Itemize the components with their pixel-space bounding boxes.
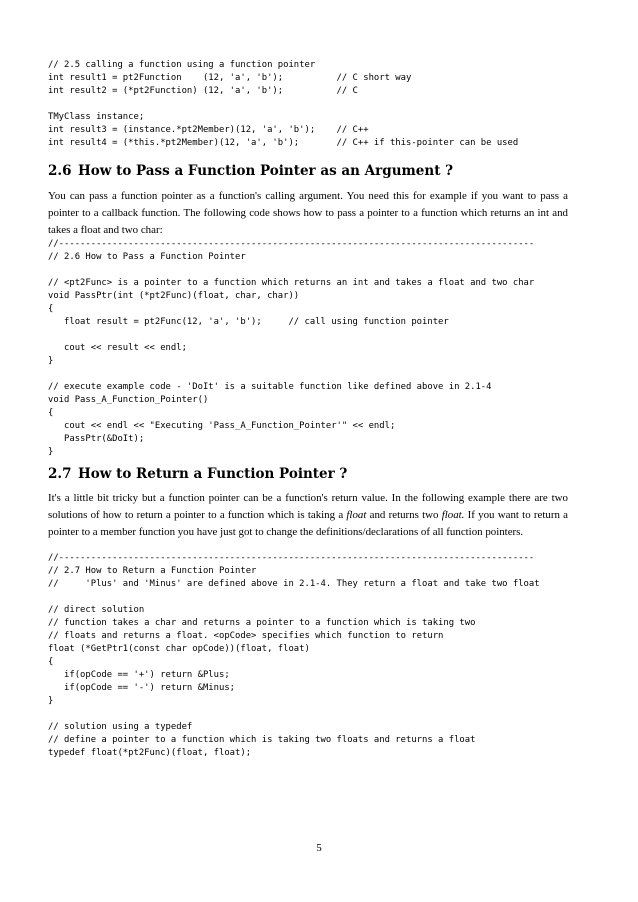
code-line: // solution using a typedef — [48, 722, 193, 732]
code-line: // floats and returns a float. <opCode> specifies which function to return — [48, 631, 444, 641]
code-line: PassPtr(&DoIt); — [48, 434, 145, 444]
code-line: int result2 = (*pt2Function) (12, 'a', 'b'); // C — [48, 86, 358, 96]
section-title: How to Return a Function Pointer ? — [78, 466, 348, 482]
code-line: // execute example code - 'DoIt' is a suitable function like defined above in 2.1-4 — [48, 382, 492, 392]
code-line: int result1 = pt2Function (12, 'a', 'b'); // C short way — [48, 73, 412, 83]
code-line — [48, 329, 534, 342]
code-line: float (*GetPtr1(const char opCode))(float, float) — [48, 644, 310, 654]
code-line — [48, 368, 534, 381]
code-line: cout << endl << "Executing 'Pass_A_Function_Pointer'" << endl; — [48, 421, 396, 431]
code-line: // 2.7 How to Return a Function Pointer — [48, 566, 257, 576]
code-line: int result4 = (*this.*pt2Member)(12, 'a', 'b'); // C++ if this-pointer can be used — [48, 138, 519, 148]
section-heading-2-6 — [48, 163, 453, 179]
code-line: { — [48, 304, 54, 314]
code-line: // direct solution — [48, 605, 145, 615]
code-line: } — [48, 447, 54, 457]
code-line: { — [48, 408, 54, 418]
section-heading-2-7 — [48, 466, 347, 482]
code-line: { — [48, 657, 54, 667]
code-block-2-6 — [48, 238, 534, 459]
code-line: // 2.5 calling a function using a function pointer — [48, 60, 316, 70]
code-line — [48, 98, 518, 111]
code-line: if(opCode == '-') return &Minus; — [48, 683, 236, 693]
code-line: typedef float(*pt2Func)(float, float); — [48, 748, 252, 758]
code-line: if(opCode == '+') return &Plus; — [48, 670, 230, 680]
section-number: 2.7 — [48, 466, 72, 482]
section-number: 2.6 — [48, 163, 72, 179]
code-line: float result = pt2Func(12, 'a', 'b'); // call using function pointer — [48, 317, 449, 327]
code-line: } — [48, 356, 54, 366]
code-line — [48, 591, 540, 604]
code-line: // <pt2Func> is a pointer to a function which returns an int and takes a float and two char — [48, 278, 535, 288]
section-2-6-paragraph: You can pass a function pointer as a function's calling argument. You need this for example if you want to pass a pointer to a callback function. The following code shows how to pass a pointer to a function which returns an int and takes a float and two char: — [48, 190, 568, 236]
code-line: // 2.6 How to Pass a Function Pointer — [48, 252, 246, 262]
code-line: int result3 = (instance.*pt2Member)(12, 'a', 'b'); // C++ — [48, 125, 369, 135]
code-line: // function takes a char and returns a pointer to a function which is taking two — [48, 618, 476, 628]
code-line: // 'Plus' and 'Minus' are defined above in 2.1-4. They return a float and take two float — [48, 579, 540, 589]
code-line: // define a pointer to a function which is taking two floats and returns a float — [48, 735, 476, 745]
code-line — [48, 264, 534, 277]
code-block-2-5 — [48, 59, 518, 150]
code-line: cout << result << endl; — [48, 343, 187, 353]
emphasis-float: float — [346, 509, 367, 521]
code-line: TMyClass instance; — [48, 112, 145, 122]
code-line: //----------------------------------------------------------------------------------------- — [48, 239, 535, 249]
section-2-7-paragraph: It's a little bit tricky but a function pointer can be a function's return value. In the following example there are two solutions of how to return a pointer to a function which is taking a float and returns two float. If you want to return a pointer to a member function you have just got to change the definitions/declarations of all function pointers. — [48, 492, 568, 538]
code-line — [48, 708, 540, 721]
section-title: How to Pass a Function Pointer as an Argument ? — [78, 163, 454, 179]
code-line: } — [48, 696, 54, 706]
code-line: //----------------------------------------------------------------------------------------- — [48, 553, 535, 563]
page-number: 5 — [316, 842, 322, 854]
emphasis-float: float. — [441, 509, 465, 521]
code-line: void Pass_A_Function_Pointer() — [48, 395, 209, 405]
code-line: void PassPtr(int (*pt2Func)(float, char, char)) — [48, 291, 300, 301]
code-block-2-7 — [48, 552, 540, 760]
